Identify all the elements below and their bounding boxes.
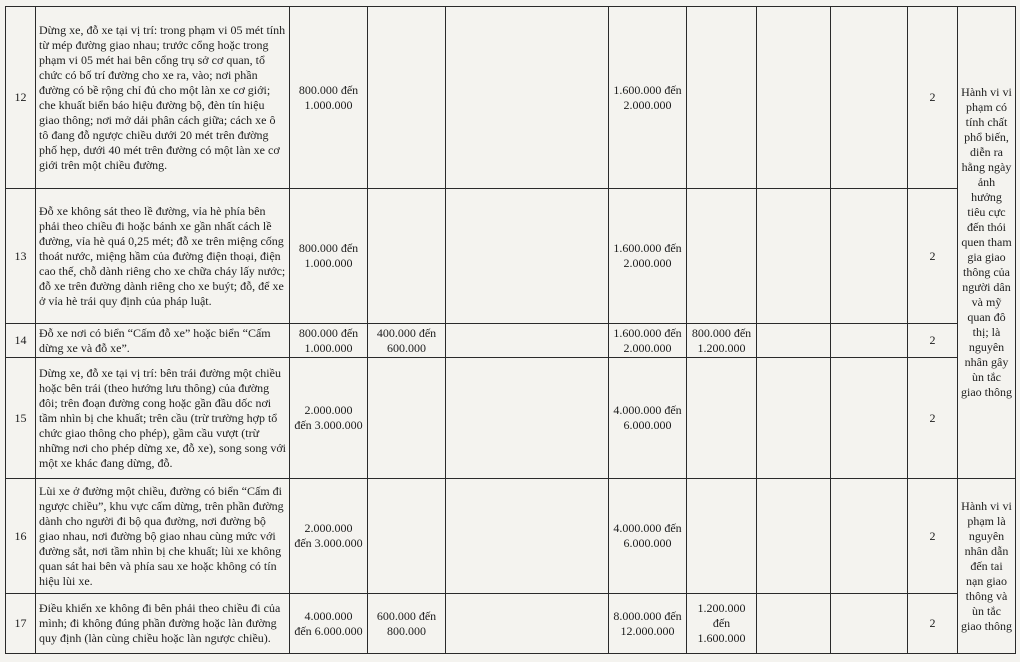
points-deducted: 2 (908, 594, 958, 654)
fine-proposed-motorbike (687, 7, 757, 189)
row-number: 13 (6, 189, 36, 324)
group-note-2: Hành vi vi phạm là nguyên nhân dẫn đến tai nạn giao thông và ùn tắc giao thông (958, 479, 1016, 654)
fine-proposed-car: 1.600.000 đến 2.000.000 (609, 189, 687, 324)
empty-cell (446, 324, 609, 358)
fine-current-car: 2.000.000 đến 3.000.000 (290, 358, 368, 479)
empty-cell (446, 358, 609, 479)
fine-proposed-car: 1.600.000 đến 2.000.000 (609, 324, 687, 358)
empty-cell (757, 7, 831, 189)
violation-description: Điều khiển xe không đi bên phải theo chiều đi của mình; đi không đúng phần đường hoặc làn đường quy định (làn cùng chiều hoặc làn ngược chiều). (36, 594, 290, 654)
empty-cell (757, 479, 831, 594)
row-number: 15 (6, 358, 36, 479)
penalty-table (5, 6, 1016, 654)
table-row (6, 324, 1016, 358)
points-deducted: 2 (908, 7, 958, 189)
row-number: 16 (6, 479, 36, 594)
fine-current-car: 800.000 đến 1.000.000 (290, 189, 368, 324)
fine-proposed-car: 4.000.000 đến 6.000.000 (609, 358, 687, 479)
table-row (6, 358, 1016, 479)
fine-current-motorbike: 600.000 đến 800.000 (368, 594, 446, 654)
points-deducted: 2 (908, 189, 958, 324)
violation-description: Đỗ xe không sát theo lề đường, vỉa hè phía bên phải theo chiều đi hoặc bánh xe gần nhất cách lề đường, vỉa hè quá 0,25 mét; đỗ xe trên miệng cống thoát nước, miệng hầm của đường điện thoại, điện cao thế, chỗ dành riêng cho xe chữa cháy lấy nước; đỗ xe trên đường dành riêng cho xe buýt; đỗ, để xe ở vỉa hè trái quy định của pháp luật. (36, 189, 290, 324)
fine-current-car: 2.000.000 đến 3.000.000 (290, 479, 368, 594)
fine-current-motorbike (368, 7, 446, 189)
violation-description: Lùi xe ở đường một chiều, đường có biển “Cấm đi ngược chiều”, khu vực cấm dừng, trên phần đường dành cho người đi bộ qua đường, nơi đường bộ giao nhau, nơi đường bộ giao nhau cùng mức với đường sắt, nơi tầm nhìn bị che khuất; lùi xe không quan sát hai bên và phía sau xe hoặc không có tín hiệu lùi xe. (36, 479, 290, 594)
fine-current-car: 4.000.000 đến 6.000.000 (290, 594, 368, 654)
points-deducted: 2 (908, 479, 958, 594)
fine-proposed-motorbike (687, 479, 757, 594)
violation-description: Dừng xe, đỗ xe tại vị trí: trong phạm vi 05 mét tính từ mép đường giao nhau; trước cổng hoặc trong phạm vi 05 mét hai bên cổng trụ sở cơ quan, tổ chức có bố trí đường cho xe ra, vào; nơi phần đường có bề rộng chỉ đủ cho một làn xe cơ giới; che khuất biển báo hiệu đường bộ, đèn tín hiệu giao thông; nơi mở dải phân cách giữa; cách xe ô tô đang đỗ ngược chiều dưới 20 mét trên đường phố hẹp, dưới 40 mét trên đường có một làn xe cơ giới trên một chiều đường. (36, 7, 290, 189)
row-number: 17 (6, 594, 36, 654)
empty-cell (446, 594, 609, 654)
fine-proposed-car: 1.600.000 đến 2.000.000 (609, 7, 687, 189)
empty-cell (757, 324, 831, 358)
fine-current-car: 800.000 đến 1.000.000 (290, 7, 368, 189)
row-number: 14 (6, 324, 36, 358)
fine-proposed-motorbike (687, 189, 757, 324)
fine-current-car: 800.000 đến 1.000.000 (290, 324, 368, 358)
fine-proposed-car: 8.000.000 đến 12.000.000 (609, 594, 687, 654)
fine-current-motorbike (368, 479, 446, 594)
empty-cell (757, 358, 831, 479)
table-row (6, 7, 1016, 189)
empty-cell (757, 189, 831, 324)
fine-current-motorbike: 400.000 đến 600.000 (368, 324, 446, 358)
empty-cell (446, 7, 609, 189)
fine-proposed-motorbike: 800.000 đến 1.200.000 (687, 324, 757, 358)
table-row (6, 189, 1016, 324)
fine-proposed-motorbike: 1.200.000 đến 1.600.000 (687, 594, 757, 654)
empty-cell (831, 189, 908, 324)
points-deducted: 2 (908, 358, 958, 479)
fine-proposed-car: 4.000.000 đến 6.000.000 (609, 479, 687, 594)
empty-cell (831, 594, 908, 654)
fine-current-motorbike (368, 358, 446, 479)
empty-cell (831, 324, 908, 358)
empty-cell (831, 479, 908, 594)
empty-cell (831, 358, 908, 479)
empty-cell (446, 479, 609, 594)
row-number: 12 (6, 7, 36, 189)
points-deducted: 2 (908, 324, 958, 358)
violation-description: Đỗ xe nơi có biển “Cấm đỗ xe” hoặc biển “Cấm dừng xe và đỗ xe”. (36, 324, 290, 358)
empty-cell (757, 594, 831, 654)
empty-cell (831, 7, 908, 189)
group-note-1: Hành vi vi phạm có tính chất phổ biến, diễn ra hằng ngày ảnh hưởng tiêu cực đến thói quen tham gia giao thông của người dân và mỹ quan đô thị; là nguyên nhân gây ùn tắc giao thông (958, 7, 1016, 479)
fine-proposed-motorbike (687, 358, 757, 479)
table-row (6, 594, 1016, 654)
fine-current-motorbike (368, 189, 446, 324)
empty-cell (446, 189, 609, 324)
violation-description: Dừng xe, đỗ xe tại vị trí: bên trái đường một chiều hoặc bên trái (theo hướng lưu thông) của đường đôi; trên đoạn đường cong hoặc gần đầu dốc nơi tầm nhìn bị che khuất; trên cầu (trừ trường hợp tổ chức giao thông cho phép), gầm cầu vượt (trừ những nơi cho phép dừng xe, đỗ xe), song song với một xe khác đang dừng, đỗ. (36, 358, 290, 479)
table-row (6, 479, 1016, 594)
